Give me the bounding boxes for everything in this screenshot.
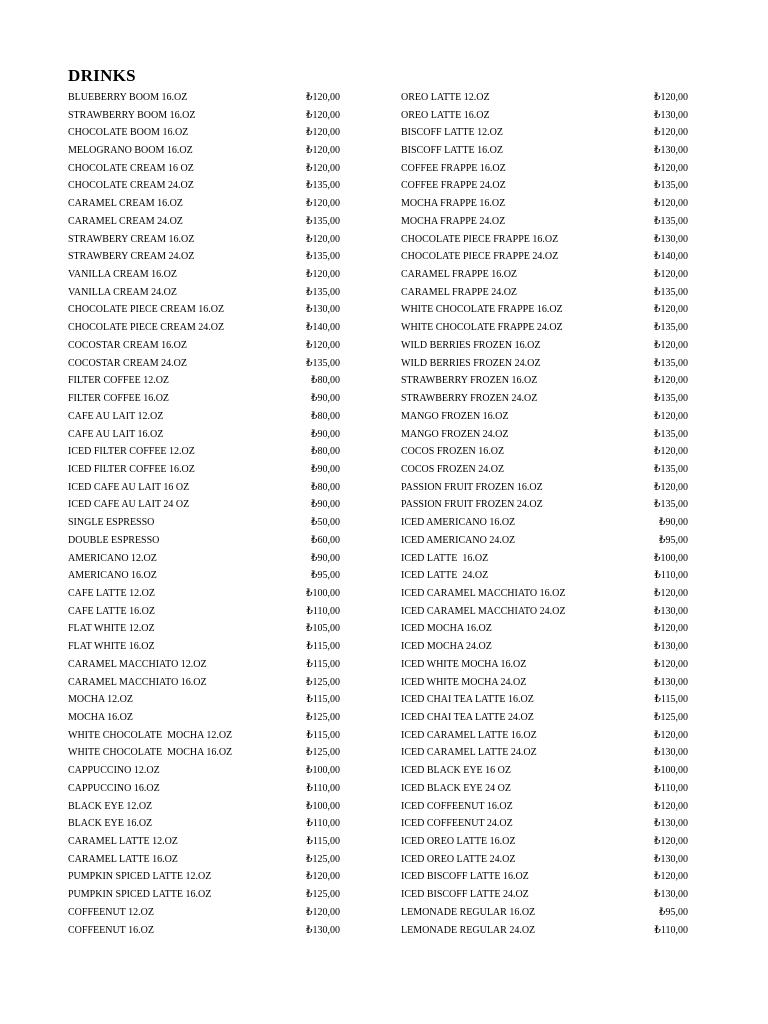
menu-item-row — [401, 390, 688, 408]
menu-item-row — [401, 355, 688, 373]
menu-item-price: ₺115,00 — [306, 729, 340, 741]
menu-item-price: ₺125,00 — [306, 853, 340, 865]
menu-item-price: ₺135,00 — [306, 251, 340, 263]
menu-item-price: ₺90,00 — [311, 463, 340, 475]
menu-item-row — [401, 213, 688, 231]
menu-item-price: ₺125,00 — [306, 747, 340, 759]
menu-item-name: ICED AMERICANO 24.OZ — [401, 535, 516, 546]
menu-item-price: ₺100,00 — [306, 587, 340, 599]
menu-item-name: WHITE CHOCOLATE MOCHA 16.OZ — [68, 748, 233, 759]
menu-item-row — [68, 904, 340, 922]
menu-item-price: ₺120,00 — [654, 871, 688, 883]
menu-item-price: ₺120,00 — [306, 339, 340, 351]
menu-item-row — [401, 319, 688, 337]
menu-item-name: CARAMEL LATTE 12.OZ — [68, 837, 178, 848]
menu-item-name: STRAWBERRY BOOM 16.OZ — [68, 110, 196, 121]
menu-item-price: ₺135,00 — [654, 357, 688, 369]
menu-item-row — [68, 337, 340, 355]
menu-item-row — [401, 426, 688, 444]
menu-item-price: ₺120,00 — [654, 375, 688, 387]
menu-item-row — [401, 833, 688, 851]
menu-item-price: ₺135,00 — [306, 215, 340, 227]
menu-item-name: MANGO FROZEN 24.OZ — [401, 429, 509, 440]
menu-item-price: ₺135,00 — [306, 286, 340, 298]
menu-item-price: ₺130,00 — [654, 233, 688, 245]
menu-item-price: ₺120,00 — [306, 269, 340, 281]
menu-item-name: CHOCOLATE PIECE CREAM 24.OZ — [68, 323, 225, 334]
menu-item-row — [68, 426, 340, 444]
menu-item-name: CHOCOLATE PIECE FRAPPE 24.OZ — [401, 252, 559, 263]
menu-item-name: ICED CHAI TEA LATTE 24.OZ — [401, 713, 534, 724]
menu-item-name: ICED BLACK EYE 24 OZ — [401, 783, 511, 794]
menu-item-price: ₺120,00 — [654, 729, 688, 741]
menu-item-row — [68, 319, 340, 337]
menu-item-price: ₺135,00 — [654, 286, 688, 298]
menu-item-row — [68, 89, 340, 107]
menu-item-price: ₺80,00 — [311, 446, 340, 458]
menu-item-price: ₺120,00 — [306, 906, 340, 918]
menu-item-price: ₺110,00 — [654, 570, 688, 582]
menu-item-row — [68, 514, 340, 532]
menu-item-name: FILTER COFFEE 16.OZ — [68, 394, 170, 405]
menu-item-price: ₺130,00 — [654, 109, 688, 121]
menu-item-price: ₺115,00 — [654, 694, 688, 706]
menu-item-price: ₺135,00 — [654, 499, 688, 511]
menu-item-row — [68, 585, 340, 603]
menu-item-row — [401, 603, 688, 621]
menu-item-row — [68, 142, 340, 160]
menu-item-name: CHOCOLATE CREAM 24.OZ — [68, 181, 194, 192]
menu-item-price: ₺90,00 — [311, 393, 340, 405]
menu-item-row — [68, 922, 340, 940]
menu-item-name: WHITE CHOCOLATE FRAPPE 16.OZ — [401, 305, 563, 316]
menu-item-name: MELOGRANO BOOM 16.OZ — [68, 146, 193, 157]
menu-item-row — [401, 745, 688, 763]
menu-item-row — [68, 178, 340, 196]
menu-item-price: ₺120,00 — [654, 836, 688, 848]
menu-item-row — [68, 248, 340, 266]
menu-item-row — [401, 869, 688, 887]
menu-item-name: WHITE CHOCOLATE FRAPPE 24.OZ — [401, 323, 563, 334]
menu-item-name: PASSİON FRUİT FROZEN 16.OZ — [401, 482, 543, 493]
menu-item-price: ₺130,00 — [654, 747, 688, 759]
menu-item-name: CAFE LATTE 12.OZ — [68, 588, 155, 599]
menu-item-name: BLACK EYE 12.OZ — [68, 801, 153, 812]
menu-item-name: CARAMEL CREAM 24.OZ — [68, 216, 183, 227]
menu-item-price: ₺100,00 — [306, 800, 340, 812]
menu-item-price: ₺120,00 — [654, 269, 688, 281]
menu-item-name: ICED BISCOFF LATTE 16.OZ — [401, 872, 529, 883]
menu-item-price: ₺120,00 — [654, 623, 688, 635]
menu-item-row — [401, 762, 688, 780]
menu-item-row — [401, 479, 688, 497]
menu-item-name: BISCOFF LATTE 16.OZ — [401, 146, 503, 157]
menu-item-name: SINGLE ESPRESSO — [68, 518, 155, 529]
menu-item-price: ₺60,00 — [311, 534, 340, 546]
menu-item-price: ₺135,00 — [654, 180, 688, 192]
menu-item-row — [68, 567, 340, 585]
menu-item-price: ₺90,00 — [311, 499, 340, 511]
menu-item-name: CARAMEL LATTE 16.OZ — [68, 854, 178, 865]
menu-item-row — [401, 638, 688, 656]
menu-item-name: LEMONADE REGULAR 16.OZ — [401, 907, 536, 918]
menu-item-row — [68, 266, 340, 284]
menu-item-row — [401, 178, 688, 196]
menu-item-price: ₺120,00 — [654, 800, 688, 812]
menu-item-row — [68, 780, 340, 798]
menu-item-price: ₺120,00 — [306, 871, 340, 883]
menu-item-price: ₺100,00 — [654, 552, 688, 564]
menu-item-price: ₺90,00 — [659, 517, 688, 529]
menu-item-price: ₺120,00 — [654, 481, 688, 493]
menu-item-price: ₺115,00 — [306, 694, 340, 706]
menu-item-price: ₺120,00 — [306, 91, 340, 103]
menu-item-row — [401, 904, 688, 922]
menu-item-name: ICED FILTER COFFEE 12.OZ — [68, 447, 195, 458]
menu-item-price: ₺135,00 — [654, 322, 688, 334]
menu-item-price: ₺130,00 — [654, 676, 688, 688]
menu-item-name: ICED BISCOFF LATTE 24.OZ — [401, 890, 529, 901]
menu-item-price: ₺120,00 — [654, 162, 688, 174]
menu-item-row — [401, 302, 688, 320]
menu-item-price: ₺120,00 — [306, 127, 340, 139]
menu-item-price: ₺130,00 — [654, 853, 688, 865]
menu-item-name: AMERICANO 16.OZ — [68, 571, 157, 582]
menu-item-name: CARAMEL CREAM 16.OZ — [68, 199, 183, 210]
menu-item-row — [401, 124, 688, 142]
menu-item-name: FLAT WHITE 16.OZ — [68, 642, 155, 653]
menu-item-row — [401, 284, 688, 302]
menu-item-name: LEMONADE REGULAR 24.OZ — [401, 925, 536, 936]
menu-item-name: COCOSTAR CREAM 24.OZ — [68, 358, 187, 369]
menu-item-row — [68, 745, 340, 763]
menu-item-name: VANILLA CREAM 16.OZ — [68, 270, 177, 281]
menu-item-price: ₺100,00 — [654, 765, 688, 777]
menu-item-name: OREO LATTE 16.OZ — [401, 110, 490, 121]
menu-item-price: ₺120,00 — [654, 587, 688, 599]
menu-item-row — [401, 567, 688, 585]
menu-item-row — [401, 443, 688, 461]
menu-item-price: ₺120,00 — [654, 198, 688, 210]
menu-item-name: MOCHA 12.OZ — [68, 695, 134, 706]
menu-item-name: VANILLA CREAM 24.OZ — [68, 287, 177, 298]
menu-item-row — [401, 142, 688, 160]
menu-item-name: BLUEBERRY BOOM 16.OZ — [68, 92, 188, 103]
menu-item-price: ₺80,00 — [311, 375, 340, 387]
menu-item-row — [401, 727, 688, 745]
menu-item-name: CARAMEL FRAPPE 24.OZ — [401, 287, 518, 298]
menu-item-name: CAPPUCCINO 12.OZ — [68, 766, 160, 777]
menu-item-price: ₺120,00 — [654, 410, 688, 422]
menu-item-price: ₺135,00 — [654, 428, 688, 440]
menu-item-price: ₺115,00 — [306, 836, 340, 848]
menu-item-row — [401, 674, 688, 692]
menu-item-price: ₺135,00 — [306, 180, 340, 192]
menu-item-name: COCOS FROZEN 24.OZ — [401, 464, 505, 475]
menu-item-price: ₺80,00 — [311, 481, 340, 493]
menu-item-name: COFFEE FRAPPE 24.OZ — [401, 181, 506, 192]
menu-item-row — [401, 550, 688, 568]
menu-item-price: ₺110,00 — [654, 782, 688, 794]
menu-item-row — [68, 443, 340, 461]
menu-item-price: ₺140,00 — [306, 322, 340, 334]
menu-item-name: ICED CARAMEL LATTE 24.OZ — [401, 748, 537, 759]
menu-item-name: COFFEE FRAPPE 16.OZ — [401, 163, 506, 174]
menu-item-row — [68, 284, 340, 302]
menu-item-price: ₺115,00 — [306, 641, 340, 653]
menu-item-row — [68, 390, 340, 408]
menu-item-price: ₺80,00 — [311, 410, 340, 422]
menu-item-row — [68, 638, 340, 656]
menu-item-name: FLAT WHITE 12.OZ — [68, 624, 155, 635]
menu-item-price: ₺120,00 — [654, 127, 688, 139]
menu-item-name: ICED LATTE 16.OZ — [401, 553, 489, 564]
menu-item-name: MOCHA 16.OZ — [68, 713, 134, 724]
menu-item-price: ₺120,00 — [306, 145, 340, 157]
menu-item-row — [401, 373, 688, 391]
menu-item-name: STRAWBERRY FROZEN 24.OZ — [401, 394, 538, 405]
menu-item-name: COFFEENUT 12.OZ — [68, 907, 154, 918]
menu-item-price: ₺130,00 — [654, 818, 688, 830]
menu-item-row — [68, 107, 340, 125]
menu-item-price: ₺90,00 — [311, 428, 340, 440]
menu-item-row — [68, 355, 340, 373]
menu-item-row — [68, 798, 340, 816]
menu-item-price: ₺120,00 — [654, 446, 688, 458]
menu-item-name: CHOCOLATE PIECE CREAM 16.OZ — [68, 305, 225, 316]
menu-item-row — [68, 195, 340, 213]
menu-item-price: ₺120,00 — [654, 304, 688, 316]
menu-item-name: PASSİON FRUİT FROZEN 24.OZ — [401, 500, 543, 511]
menu-item-name: ICED AMERICANO 16.OZ — [401, 518, 516, 529]
menu-item-row — [68, 656, 340, 674]
menu-item-price: ₺120,00 — [306, 198, 340, 210]
menu-item-price: ₺95,00 — [659, 906, 688, 918]
page-title: DRINKS — [68, 66, 136, 85]
menu-item-name: ICED LATTE 24.OZ — [401, 571, 489, 582]
menu-item-name: ICED MOCHA 24.OZ — [401, 642, 492, 653]
menu-item-price: ₺135,00 — [654, 393, 688, 405]
menu-item-name: ICED COFFEENUT 16.OZ — [401, 801, 513, 812]
menu-item-price: ₺135,00 — [654, 215, 688, 227]
menu-item-row — [401, 231, 688, 249]
menu-item-name: CARAMEL MACCHIATO 16.OZ — [68, 677, 207, 688]
menu-item-name: MOCHA FRAPPE 24.OZ — [401, 216, 506, 227]
menu-item-price: ₺90,00 — [311, 552, 340, 564]
menu-item-row — [68, 691, 340, 709]
menu-item-price: ₺50,00 — [311, 517, 340, 529]
menu-item-name: AMERICANO 12.OZ — [68, 553, 157, 564]
menu-item-name: WILD BERRIES FROZEN 16.OZ — [401, 340, 541, 351]
menu-item-name: ICED OREO LATTE 24.OZ — [401, 854, 516, 865]
menu-item-price: ₺125,00 — [306, 676, 340, 688]
menu-item-name: ICED WHITE MOCHA 16.OZ — [401, 659, 527, 670]
menu-item-row — [68, 373, 340, 391]
menu-item-price: ₺120,00 — [306, 162, 340, 174]
menu-item-name: ICED COFFEENUT 24.OZ — [401, 819, 513, 830]
menu-item-name: CAPPUCCINO 16.OZ — [68, 783, 160, 794]
menu-item-name: STRAWBERY CREAM 24.OZ — [68, 252, 195, 263]
menu-item-name: STRAWBERY CREAM 16.OZ — [68, 234, 195, 245]
menu-item-name: ICED CARAMEL MACCHIATO 24.OZ — [401, 606, 566, 617]
menu-item-name: PUMPKIN SPICED LATTE 16.OZ — [68, 890, 212, 901]
menu-item-price: ₺105,00 — [306, 623, 340, 635]
menu-item-row — [68, 479, 340, 497]
menu-item-row — [401, 461, 688, 479]
menu-item-row — [68, 674, 340, 692]
menu-item-row — [401, 514, 688, 532]
menu-item-price: ₺110,00 — [306, 818, 340, 830]
menu-item-name: COFFEENUT 16.OZ — [68, 925, 154, 936]
menu-item-row — [401, 621, 688, 639]
menu-item-name: CAFE AU LAIT 16.OZ — [68, 429, 164, 440]
menu-item-name: COCOSTAR CREAM 16.OZ — [68, 340, 187, 351]
menu-item-name: BLACK EYE 16.OZ — [68, 819, 153, 830]
menu-item-row — [68, 497, 340, 515]
menu-item-row — [68, 461, 340, 479]
menu-item-price: ₺120,00 — [306, 109, 340, 121]
menu-column-left — [68, 89, 340, 940]
menu-column-right — [401, 89, 688, 940]
menu-item-name: CHOCOLATE CREAM 16 OZ — [68, 163, 194, 174]
menu-item-price: ₺115,00 — [306, 658, 340, 670]
menu-item-row — [401, 709, 688, 727]
menu-item-name: MANGO FROZEN 16.OZ — [401, 411, 509, 422]
menu-item-price: ₺135,00 — [654, 463, 688, 475]
menu-item-name: CAFE LATTE 16.OZ — [68, 606, 155, 617]
menu-item-name: ICED MOCHA 16.OZ — [401, 624, 492, 635]
menu-item-row — [68, 532, 340, 550]
menu-item-name: BISCOFF LATTE 12.OZ — [401, 128, 503, 139]
menu-item-price: ₺130,00 — [306, 924, 340, 936]
menu-item-row — [401, 798, 688, 816]
menu-item-price: ₺120,00 — [654, 658, 688, 670]
menu-item-price: ₺95,00 — [311, 570, 340, 582]
menu-item-price: ₺140,00 — [654, 251, 688, 263]
menu-item-name: ICED CAFE AU LAIT 24 OZ — [68, 500, 190, 511]
menu-item-row — [401, 780, 688, 798]
menu-item-row — [401, 656, 688, 674]
menu-item-price: ₺110,00 — [306, 605, 340, 617]
menu-item-name: ICED CARAMEL LATTE 16.OZ — [401, 730, 537, 741]
menu-item-price: ₺120,00 — [306, 233, 340, 245]
menu-item-name: CHOCOLATE BOOM 16.OZ — [68, 128, 189, 139]
menu-item-price: ₺95,00 — [659, 534, 688, 546]
menu-item-row — [68, 851, 340, 869]
menu-item-name: ICED BLACK EYE 16 OZ — [401, 766, 511, 777]
menu-item-row — [68, 727, 340, 745]
menu-item-row — [68, 603, 340, 621]
menu-item-row — [401, 532, 688, 550]
menu-item-row — [401, 585, 688, 603]
menu-item-row — [68, 550, 340, 568]
menu-item-row — [401, 89, 688, 107]
menu-item-name: CHOCOLATE PIECE FRAPPE 16.OZ — [401, 234, 559, 245]
menu-item-name: MOCHA FRAPPE 16.OZ — [401, 199, 506, 210]
menu-item-name: ICED CHAI TEA LATTE 16.OZ — [401, 695, 534, 706]
menu-item-price: ₺130,00 — [654, 145, 688, 157]
menu-item-price: ₺125,00 — [654, 712, 688, 724]
menu-item-row — [68, 833, 340, 851]
menu-item-name: ICED CAFE AU LAIT 16 OZ — [68, 482, 190, 493]
menu-item-row — [401, 886, 688, 904]
menu-item-row — [401, 815, 688, 833]
menu-item-row — [68, 762, 340, 780]
menu-item-row — [68, 886, 340, 904]
menu-item-row — [68, 621, 340, 639]
menu-item-row — [68, 302, 340, 320]
menu-item-price: ₺130,00 — [654, 641, 688, 653]
menu-item-row — [68, 408, 340, 426]
menu-item-price: ₺130,00 — [654, 889, 688, 901]
menu-item-name: ICED WHITE MOCHA 24.OZ — [401, 677, 527, 688]
menu-item-name: CARAMEL FRAPPE 16.OZ — [401, 270, 518, 281]
menu-item-row — [68, 231, 340, 249]
menu-item-name: ICED OREO LATTE 16.OZ — [401, 837, 516, 848]
menu-item-price: ₺130,00 — [306, 304, 340, 316]
menu-item-row — [401, 851, 688, 869]
menu-item-row — [401, 408, 688, 426]
menu-item-row — [401, 922, 688, 940]
menu-item-row — [401, 691, 688, 709]
menu-item-name: WILD BERRIES FROZEN 24.OZ — [401, 358, 541, 369]
menu-item-name: COCOS FROZEN 16.OZ — [401, 447, 505, 458]
menu-item-name: PUMPKIN SPICED LATTE 12.OZ — [68, 872, 212, 883]
menu-item-name: OREO LATTE 12.OZ — [401, 92, 490, 103]
menu-item-name: WHITE CHOCOLATE MOCHA 12.OZ — [68, 730, 233, 741]
menu-item-name: CARAMEL MACCHIATO 12.OZ — [68, 659, 207, 670]
menu-item-price: ₺135,00 — [306, 357, 340, 369]
menu-item-row — [68, 124, 340, 142]
menu-item-row — [68, 709, 340, 727]
menu-item-price: ₺120,00 — [654, 339, 688, 351]
menu-item-name: STRAWBERRY FROZEN 16.OZ — [401, 376, 538, 387]
menu-item-name: DOUBLE ESPRESSO — [68, 535, 160, 546]
menu-item-price: ₺120,00 — [654, 91, 688, 103]
menu-item-row — [68, 869, 340, 887]
menu-item-price: ₺110,00 — [306, 782, 340, 794]
menu-item-name: CAFE AU LAIT 12.OZ — [68, 411, 164, 422]
menu-item-name: ICED CARAMEL MACCHIATO 16.OZ — [401, 588, 566, 599]
menu-item-row — [401, 497, 688, 515]
menu-item-name: ICED FILTER COFFEE 16.OZ — [68, 464, 195, 475]
menu-item-name: FILTER COFFEE 12.OZ — [68, 376, 170, 387]
menu-item-row — [68, 815, 340, 833]
menu-item-row — [401, 160, 688, 178]
menu-item-price: ₺130,00 — [654, 605, 688, 617]
menu-item-row — [401, 337, 688, 355]
menu-item-price: ₺125,00 — [306, 889, 340, 901]
menu-item-row — [68, 160, 340, 178]
menu-item-price: ₺100,00 — [306, 765, 340, 777]
menu-item-row — [68, 213, 340, 231]
menu-item-price: ₺110,00 — [654, 924, 688, 936]
menu-item-row — [401, 266, 688, 284]
menu-item-price: ₺125,00 — [306, 712, 340, 724]
menu-item-row — [401, 107, 688, 125]
menu-item-row — [401, 248, 688, 266]
menu-item-row — [401, 195, 688, 213]
